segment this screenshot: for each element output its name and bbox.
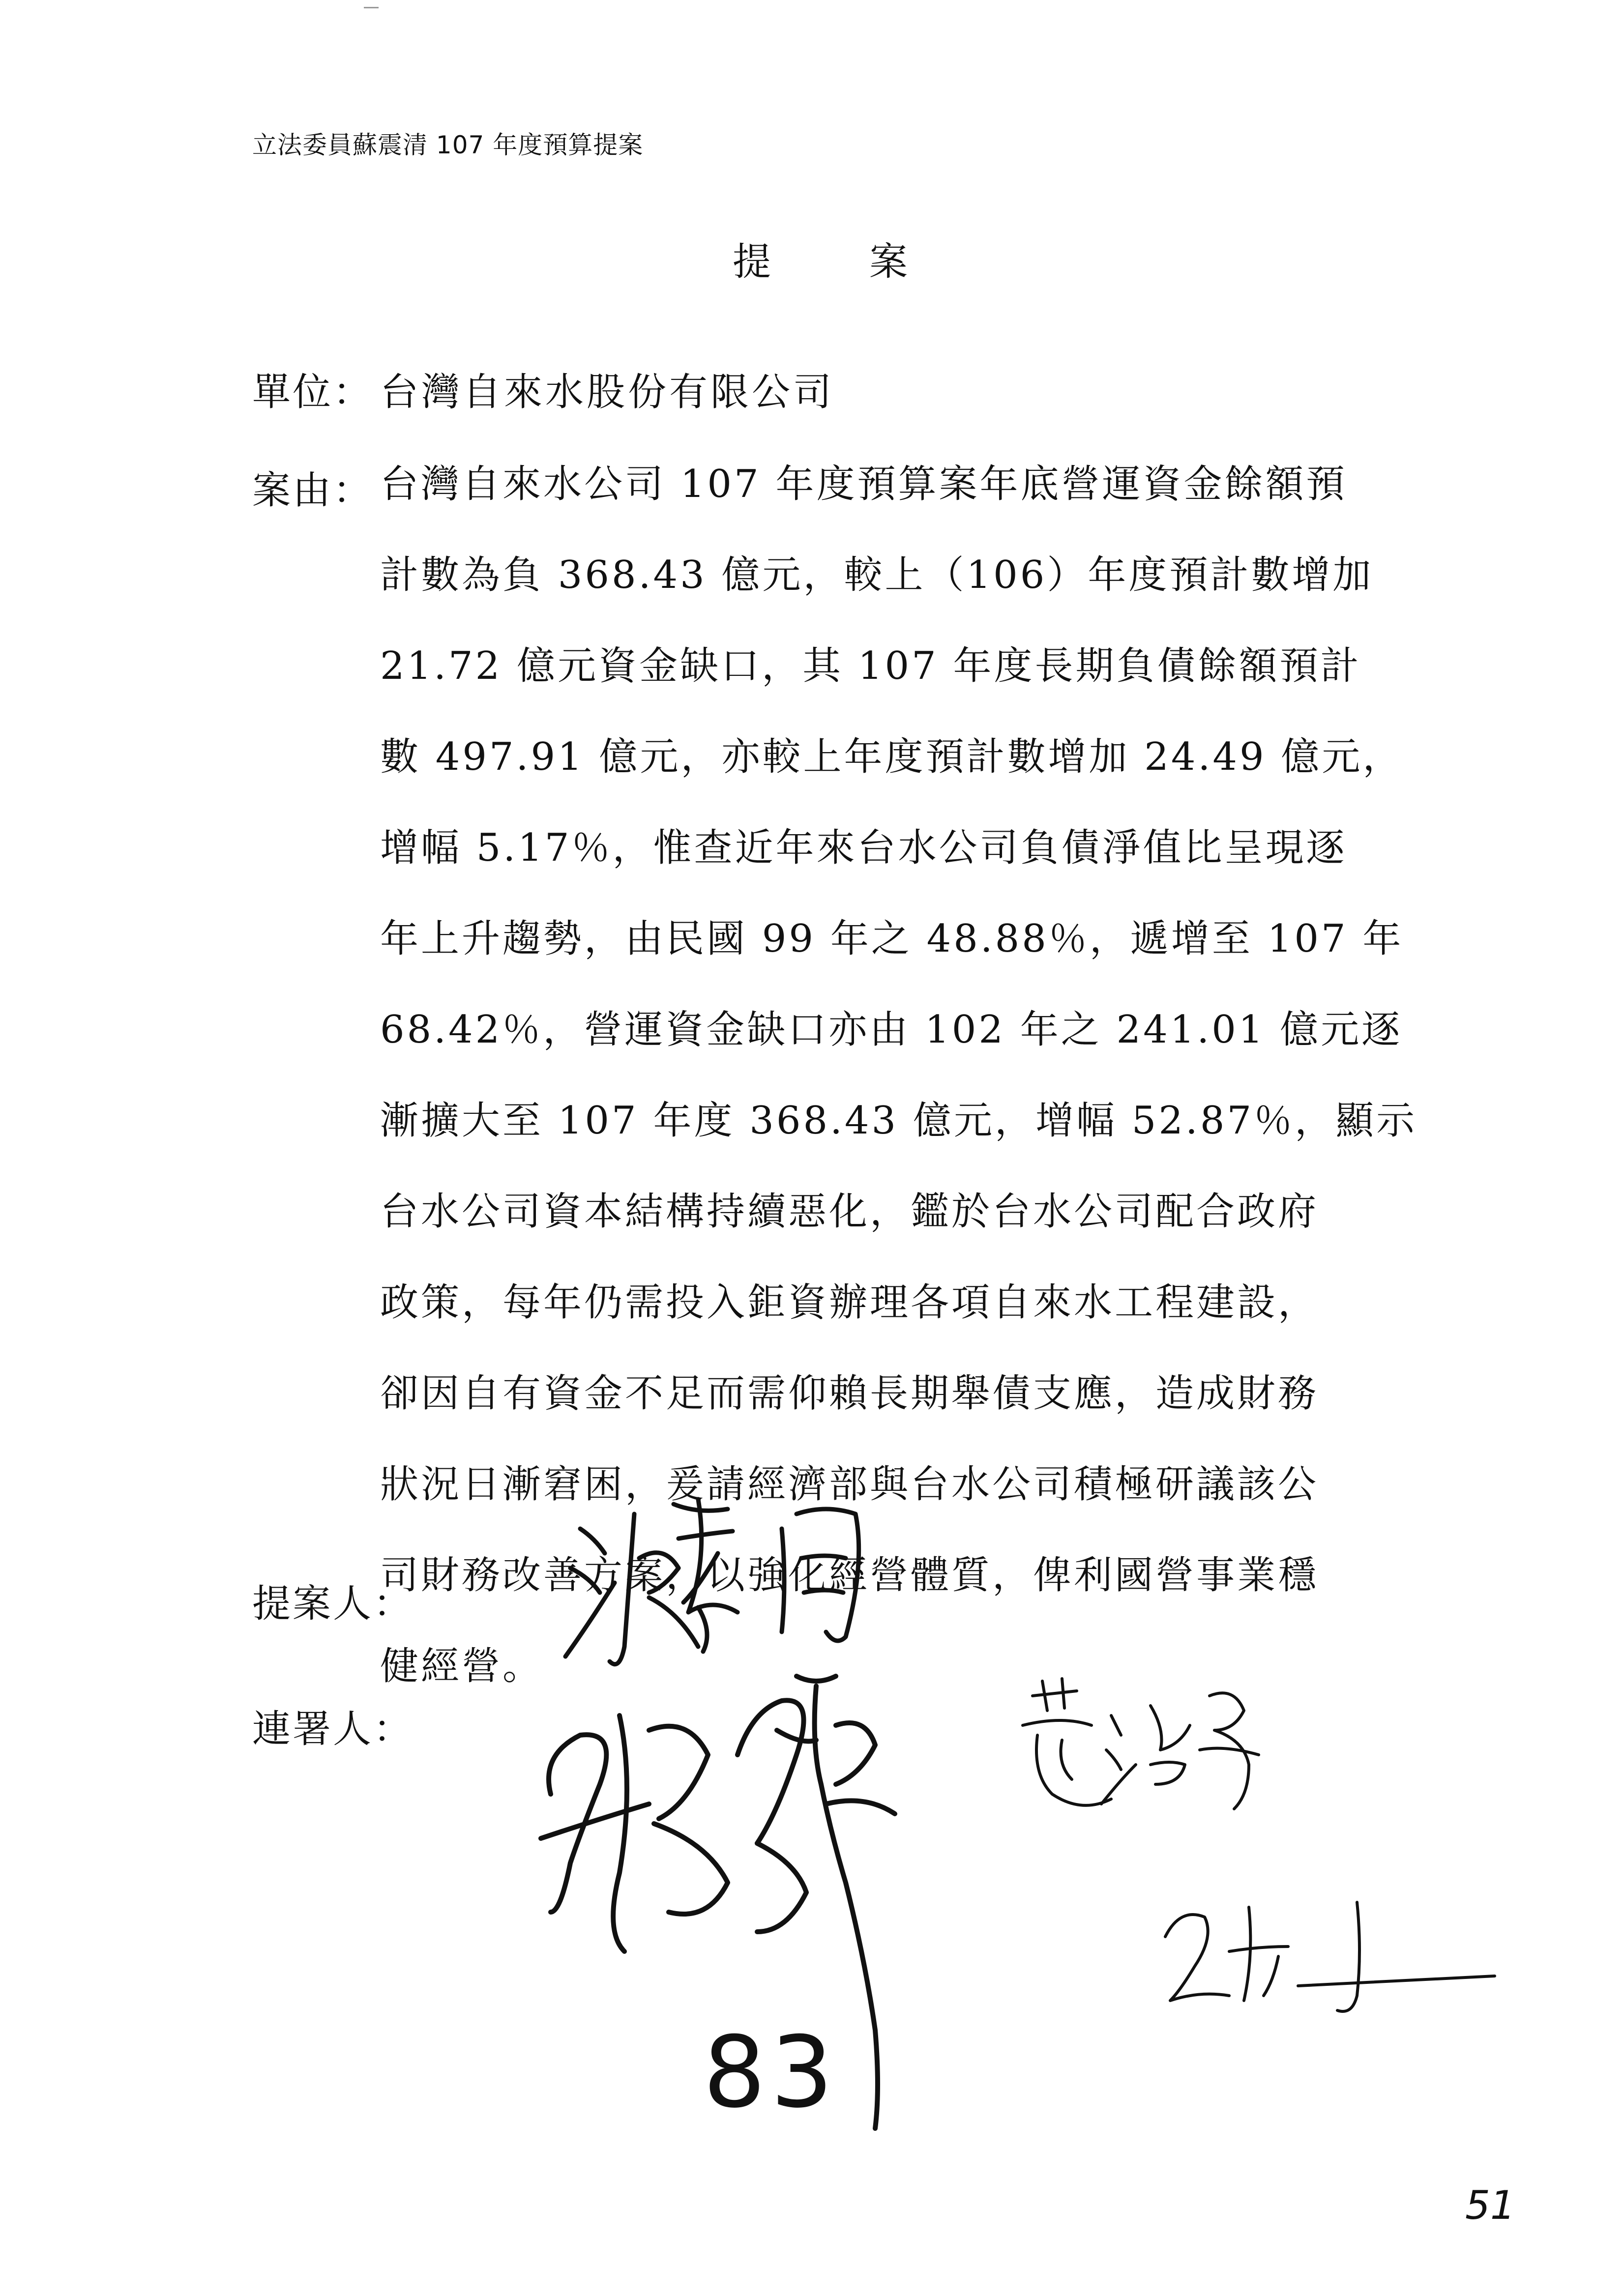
case-line: 數 497.91 億元，亦較上年度預計數增加 24.49 億元， [380, 735, 1404, 779]
case-line: 增幅 5.17％，惟查近年來台水公司負債淨值比呈現逐 [380, 826, 1347, 870]
unit-label: 單位： [252, 370, 374, 414]
unit-value: 台灣自來水股份有限公司 [380, 370, 835, 414]
cosigner-signature-2 [1003, 1666, 1288, 1843]
case-line: 台灣自來水公司 107 年度預算案年底營運資金餘額預 [380, 462, 1347, 506]
stamp-number: 83 [703, 2015, 838, 2130]
case-line: 68.42％，營運資金缺口亦由 102 年之 241.01 億元逐 [380, 1008, 1403, 1052]
cosigner-signature-3 [1151, 1897, 1524, 2025]
case-line: 司財務改善方案，以強化經營體質，俾利國營事業穩 [380, 1553, 1319, 1598]
document-header: 立法委員蘇震清 107 年度預算提案 [252, 131, 644, 159]
case-line: 狀況日漸窘困，爰請經濟部與台水公司積極研議該公 [380, 1462, 1319, 1507]
unit-row [252, 361, 834, 416]
cosigner-label: 連署人： [252, 1707, 414, 1751]
document-title: 提案 [733, 240, 1006, 284]
case-line: 年上升趨勢，由民國 99 年之 48.88％，遞增至 107 年 [380, 917, 1404, 961]
scan-mark [364, 7, 379, 8]
case-line: 台水公司資本結構持續惡化，鑑於台水公司配合政府 [380, 1190, 1319, 1234]
case-line: 漸擴大至 107 年度 368.43 億元，增幅 52.87％，顯示 [380, 1099, 1417, 1143]
page-number: 51 [1465, 2182, 1515, 2228]
case-line: 計數為負 368.43 億元，較上（106）年度預計數增加 [380, 553, 1374, 597]
case-label: 案由： [252, 468, 374, 513]
case-line: 健經營。 [380, 1644, 544, 1688]
case-label-row [252, 460, 380, 515]
case-line: 21.72 億元資金缺口，其 107 年度長期負債餘額預計 [380, 644, 1361, 688]
proposer-label: 提案人： [252, 1582, 414, 1626]
case-line: 政策，每年仍需投入鉅資辦理各項自來水工程建設， [380, 1280, 1319, 1325]
case-line: 卻因自有資金不足而需仰賴長期舉債支應，造成財務 [380, 1371, 1319, 1416]
